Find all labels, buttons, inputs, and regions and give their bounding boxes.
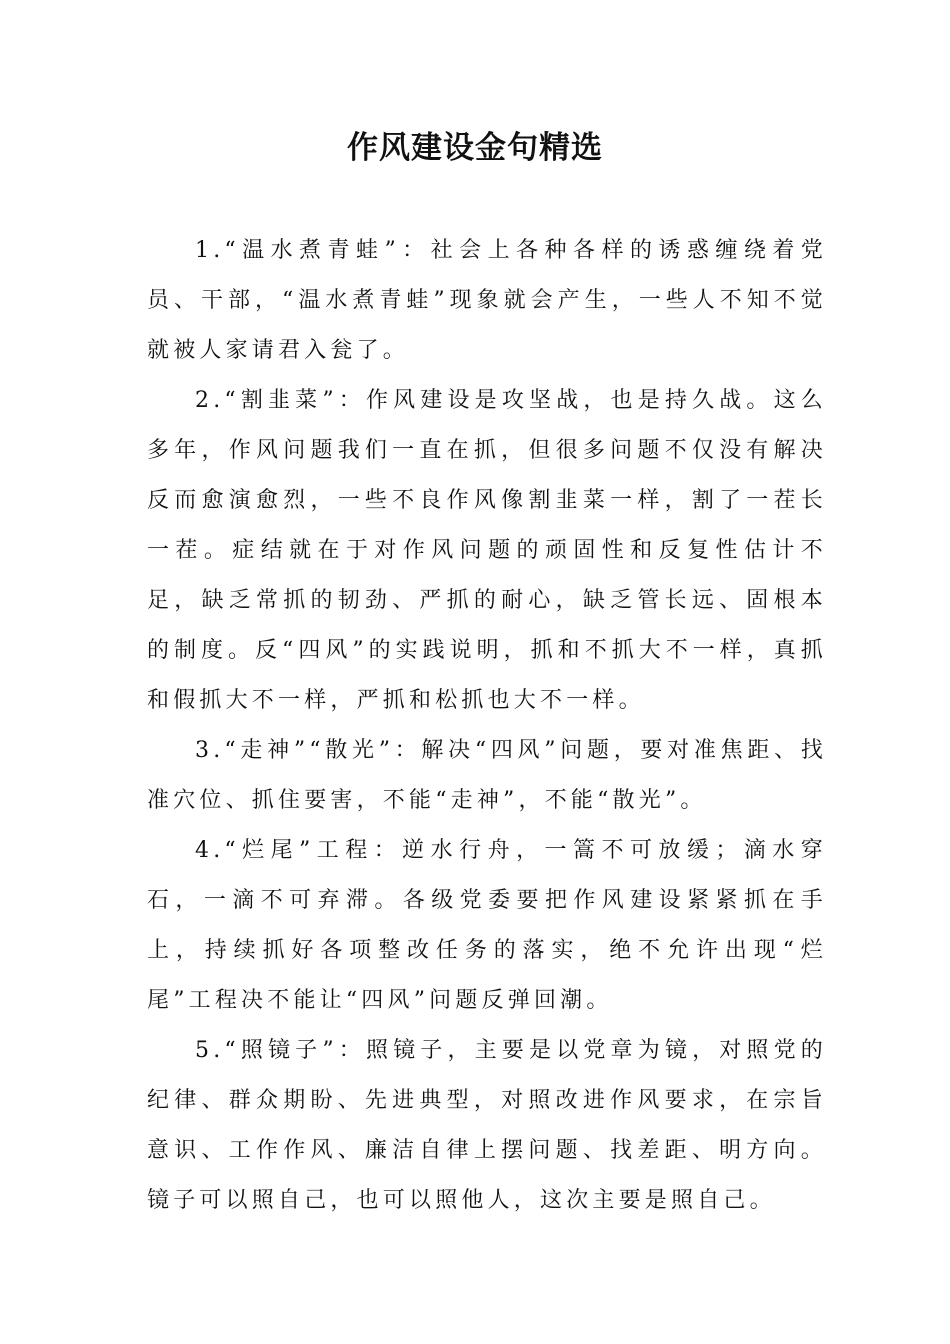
paragraph-5: 5.“照镜子”：照镜子，主要是以党章为镜，对照党的纪律、群众期盼、先进典型，对照改进作风要求，在宗旨意识、工作作风、廉洁自律上摆问题、找差距、明方向。镜子可以照自己，也可以照他人，这次主要是照自己。 <box>147 1038 827 1213</box>
paragraph-1: 1.“温水煮青蛙”：社会上各种各样的诱惑缠绕着党员、干部，“温水煮青蛙”现象就会产生，一些人不知不觉就被人家请君入瓮了。 <box>147 238 827 363</box>
paragraph-2: 2.“割韭菜”：作风建设是攻坚战，也是持久战。这么多年，作风问题我们一直在抓，但很多问题不仅没有解决反而愈演愈烈，一些不良作风像割韭菜一样，割了一茬长一茬。症结就在于对作风问题的顽固性和反复性估计不足，缺乏常抓的韧劲、严抓的耐心，缺乏管长远、固根本的制度。反“四风”的实践说明，抓和不抓大不一样，真抓和假抓大不一样，严抓和松抓也大不一样。 <box>147 388 827 713</box>
paragraph-4: 4.“烂尾”工程：逆水行舟，一篙不可放缓；滴水穿石，一滴不可弃滞。各级党委要把作风建设紧紧抓在手上，持续抓好各项整改任务的落实，绝不允许出现“烂尾”工程决不能让“四风”问题反弹回潮。 <box>147 838 827 1013</box>
document-body <box>147 226 827 1226</box>
page-title: 作风建设金句精选 <box>347 130 603 166</box>
paragraph-3: 3.“走神”“散光”：解决“四风”问题，要对准焦距、找准穴位、抓住要害，不能“走神”，不能“散光”。 <box>147 738 827 813</box>
